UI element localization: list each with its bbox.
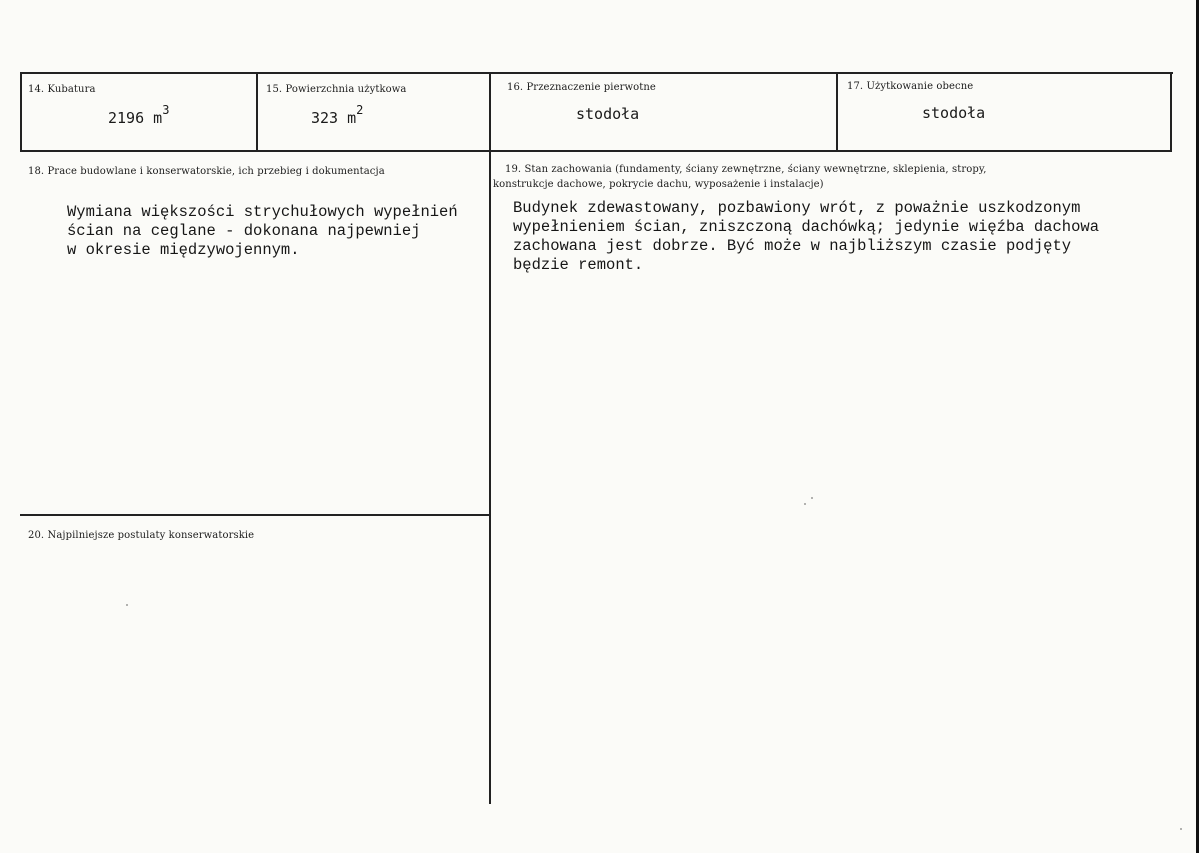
field-18-line: ścian na ceglane - dokonana najpewniej — [67, 222, 421, 240]
field-17-label: 17. Użytkowanie obecne — [847, 81, 974, 92]
field-19-line: zachowana jest dobrze. Być może w najbliższym czasie podjęty — [513, 237, 1072, 255]
field-16-label: 16. Przeznaczenie pierwotne — [507, 82, 656, 93]
field-18-label: 18. Prace budowlane i konserwatorskie, ich przebieg i dokumentacja — [28, 166, 385, 177]
field-18-line: w okresie międzywojennym. — [67, 241, 300, 259]
field-14-label: 14. Kubatura — [28, 84, 96, 95]
field-17-value: stodoła — [922, 104, 986, 122]
top-border-line — [20, 72, 1173, 74]
right-border-line — [1170, 72, 1172, 150]
section-18-20-divider — [20, 514, 491, 516]
field-18-text — [67, 203, 458, 260]
field-20-label: 20. Najpilniejsze postulaty konserwatorskie — [28, 530, 255, 541]
field-15-label: 15. Powierzchnia użytkowa — [266, 84, 407, 95]
left-border-line — [20, 72, 22, 150]
field-19-line: Budynek zdewastowany, pozbawiony wrót, z poważnie uszkodzonym — [513, 199, 1081, 217]
field-19-line: będzie remont. — [513, 256, 644, 274]
field-16-value: stodoła — [576, 105, 640, 123]
field-19-label-line-2: konstrukcje dachowe, pokrycie dachu, wyposażenie i instalacje) — [493, 179, 824, 190]
field-14-number: 2196 m — [108, 109, 163, 127]
scan-speck — [1180, 828, 1182, 830]
field-14-value — [108, 103, 170, 127]
field-19-text — [513, 199, 1099, 275]
field-15-number: 323 m — [311, 109, 357, 127]
scan-speck — [811, 497, 813, 499]
divider-16-17 — [836, 72, 838, 150]
row-divider-line — [20, 150, 1172, 152]
scan-speck — [804, 503, 806, 505]
divider-14-15 — [256, 72, 258, 150]
field-15-value — [311, 103, 364, 127]
field-19-line: wypełnieniem ścian, zniszczoną dachówką; jedynie więźba dachowa — [513, 218, 1099, 236]
scan-speck — [126, 604, 128, 606]
field-18-line: Wymiana większości strychułowych wypełnień — [67, 203, 458, 221]
field-15-unit-exponent: 2 — [356, 103, 364, 117]
field-19-label-line-1: 19. Stan zachowania (fundamenty, ściany zewnętrzne, ściany wewnętrzne, sklepienia, stropy, — [505, 164, 987, 175]
divider-15-16 — [489, 72, 491, 804]
field-14-unit-exponent: 3 — [162, 103, 170, 117]
